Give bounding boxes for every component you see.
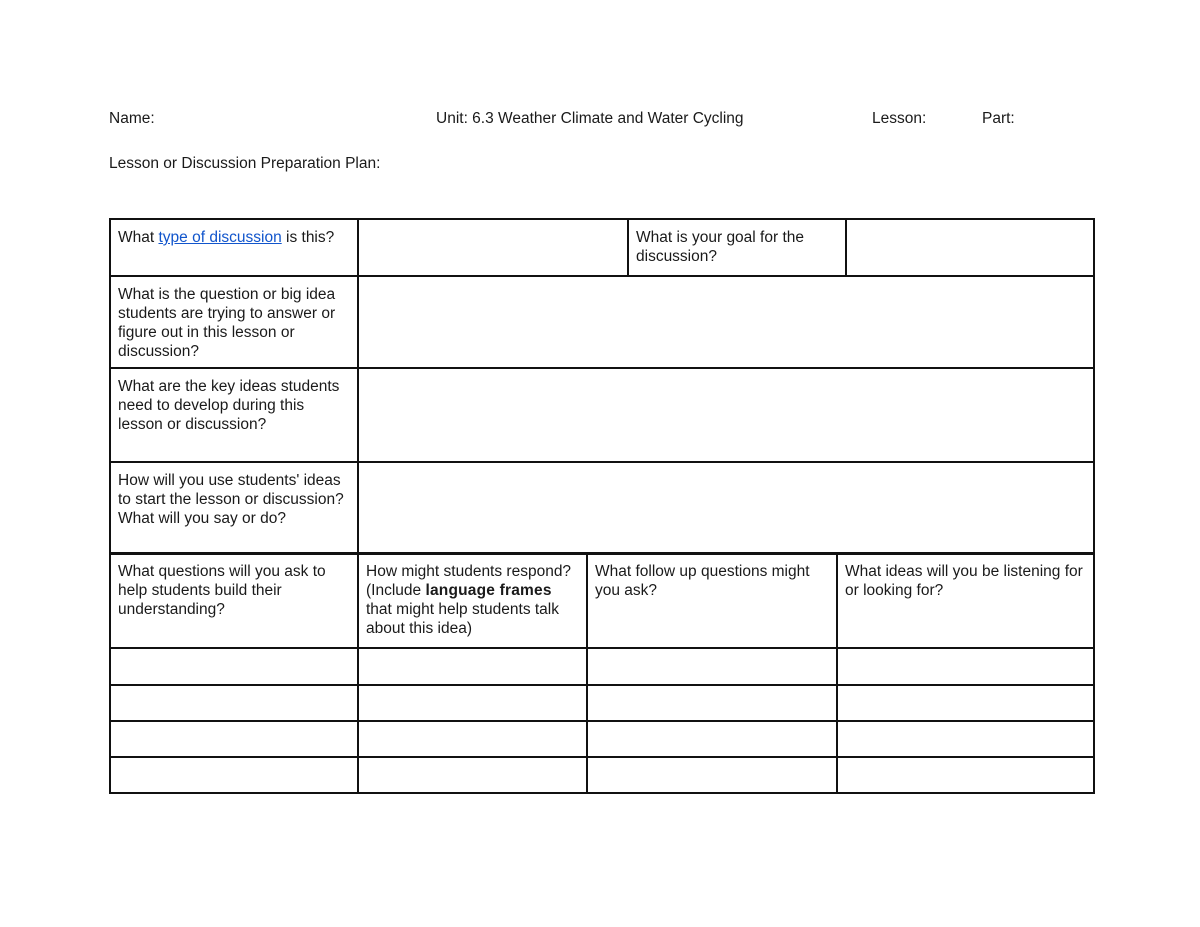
responses-header-cell xyxy=(358,553,587,648)
big-question-prompt-cell xyxy=(110,276,358,368)
listening-cell[interactable] xyxy=(837,685,1094,721)
discussion-type-prefix: What xyxy=(118,229,159,246)
goal-prompt-cell xyxy=(628,219,846,276)
use-ideas-prompt-cell xyxy=(110,462,358,554)
table-row xyxy=(110,757,1094,793)
follow-up-cell[interactable] xyxy=(587,757,837,793)
table-row xyxy=(110,462,1094,554)
table-row xyxy=(110,368,1094,462)
big-question-answer-cell[interactable] xyxy=(358,276,1094,368)
responses-header-suffix: that might help students talk about this idea) xyxy=(366,601,560,637)
question-cell[interactable] xyxy=(110,648,358,685)
table-row xyxy=(110,648,1094,685)
question-cell[interactable] xyxy=(110,757,358,793)
use-ideas-prompt: How will you use students' ideas to start the lesson or discussion? What will you say or do? xyxy=(118,472,344,527)
table-row xyxy=(110,219,1094,276)
key-ideas-prompt-cell xyxy=(110,368,358,462)
plan-table-bottom xyxy=(109,552,1095,794)
table-row xyxy=(110,721,1094,757)
discussion-type-suffix: is this? xyxy=(281,229,335,246)
name-label: Name: xyxy=(109,110,155,127)
discussion-type-answer-cell[interactable] xyxy=(358,219,628,276)
listening-cell[interactable] xyxy=(837,648,1094,685)
plan-heading: Lesson or Discussion Preparation Plan: xyxy=(109,155,381,172)
follow-up-cell[interactable] xyxy=(587,648,837,685)
follow-up-cell[interactable] xyxy=(587,685,837,721)
goal-prompt: What is your goal for the discussion? xyxy=(636,229,804,265)
question-cell[interactable] xyxy=(110,721,358,757)
table-row xyxy=(110,553,1094,648)
plan-table-top xyxy=(109,218,1095,555)
question-cell[interactable] xyxy=(110,685,358,721)
big-question-prompt: What is the question or big idea students are trying to answer or figure out in this lesson or discussion? xyxy=(118,286,336,360)
listening-for-header-cell xyxy=(837,553,1094,648)
response-cell[interactable] xyxy=(358,648,587,685)
lesson-label: Lesson: xyxy=(872,110,927,127)
response-cell[interactable] xyxy=(358,685,587,721)
goal-answer-cell[interactable] xyxy=(846,219,1094,276)
responses-header-prefix: How might students respond? (Include xyxy=(366,563,572,599)
response-cell[interactable] xyxy=(358,721,587,757)
table-row xyxy=(110,685,1094,721)
follow-up-header-cell xyxy=(587,553,837,648)
questions-header: What questions will you ask to help students build their understanding? xyxy=(118,563,326,618)
follow-up-cell[interactable] xyxy=(587,721,837,757)
table-row xyxy=(110,276,1094,368)
listening-cell[interactable] xyxy=(837,757,1094,793)
questions-header-cell xyxy=(110,553,358,648)
unit-label: Unit: 6.3 Weather Climate and Water Cycling xyxy=(436,110,744,127)
type-of-discussion-link[interactable]: type of discussion xyxy=(158,229,282,246)
discussion-type-prompt-cell xyxy=(110,219,358,276)
listening-for-header: What ideas will you be listening for or looking for? xyxy=(845,563,1083,599)
use-ideas-answer-cell[interactable] xyxy=(358,462,1094,554)
language-frames-bold: language frames xyxy=(425,582,552,599)
part-label: Part: xyxy=(982,110,1015,127)
response-cell[interactable] xyxy=(358,757,587,793)
listening-cell[interactable] xyxy=(837,721,1094,757)
key-ideas-prompt: What are the key ideas students need to develop during this lesson or discussion? xyxy=(118,378,340,433)
key-ideas-answer-cell[interactable] xyxy=(358,368,1094,462)
follow-up-header: What follow up questions might you ask? xyxy=(595,563,810,599)
